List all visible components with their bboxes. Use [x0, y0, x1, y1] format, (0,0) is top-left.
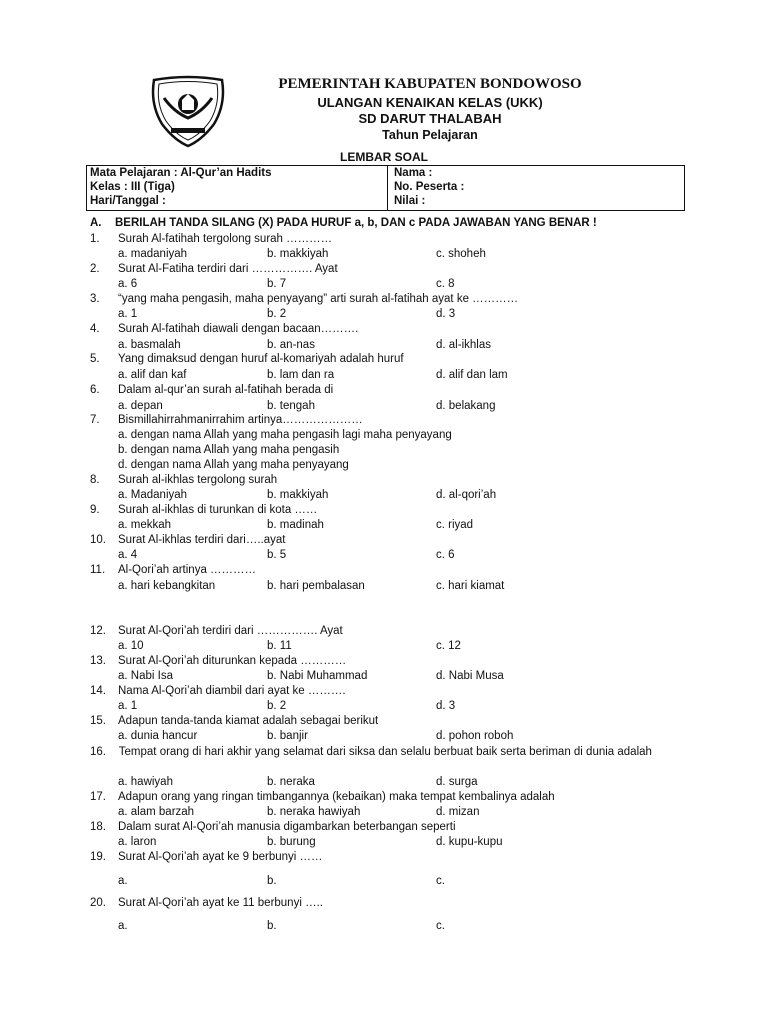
option-c[interactable]: c.	[436, 920, 445, 932]
option-b[interactable]: b. neraka hawiyah	[267, 806, 361, 818]
options-3	[118, 308, 678, 322]
option-a[interactable]: a. depan	[118, 400, 163, 412]
option-a[interactable]: a. laron	[118, 836, 157, 848]
option-a[interactable]: a. hawiyah	[118, 776, 173, 788]
options-16	[118, 776, 678, 790]
option-b[interactable]: b. 7	[267, 278, 287, 290]
header-school-name: SD DARUT THALABAH	[358, 111, 502, 126]
question-19: 19. Surat Al-Qori’ah ayat ke 9 berbunyi ……	[90, 851, 323, 863]
header-exam-title: ULANGAN KENAIKAN KELAS (UKK)	[317, 95, 543, 110]
option-b[interactable]: b. burung	[267, 836, 316, 848]
options-6	[118, 400, 678, 414]
info-score: Nilai :	[394, 195, 426, 207]
question-12: 12. Surat Al-Qori’ah terdiri dari ……………. Ayat	[90, 625, 343, 637]
option-b[interactable]: b. makkiyah	[267, 489, 329, 501]
option-a[interactable]: a. basmalah	[118, 339, 181, 351]
option-a[interactable]: a.	[118, 875, 128, 887]
option-c[interactable]: d. alif dan lam	[436, 369, 508, 381]
question-1: 1. Surah Al-fatihah tergolong surah …………	[90, 233, 333, 245]
options-2	[118, 278, 678, 292]
options-5	[118, 369, 678, 383]
option-c[interactable]: c. riyad	[436, 519, 474, 531]
options-10	[118, 549, 678, 563]
options-11	[118, 580, 678, 594]
option-a[interactable]: a. alam barzah	[118, 806, 195, 818]
options-8	[118, 489, 678, 503]
options-17	[118, 806, 678, 820]
option-c[interactable]: d. mizan	[436, 806, 480, 818]
question-20: 20. Surat Al-Qori’ah ayat ke 11 berbunyi …..	[90, 897, 323, 909]
option-c[interactable]: d. al-qori’ah	[436, 489, 497, 501]
option-b[interactable]: b. makkiyah	[267, 248, 329, 260]
option-c[interactable]: c. hari kiamat	[436, 580, 505, 592]
question-17: 17. Adapun orang yang ringan timbangannya (kebaikan) maka tempat kembalinya adalah	[90, 791, 555, 803]
student-info-box	[86, 165, 685, 211]
options-12	[118, 640, 678, 654]
option-b[interactable]: b. neraka	[267, 776, 315, 788]
option-b[interactable]: b. 5	[267, 549, 287, 561]
regency-emblem-logo	[144, 74, 232, 148]
info-participant-number: No. Peserta :	[394, 181, 465, 193]
option-a[interactable]: a. 10	[118, 640, 144, 652]
question-11: 11. Al-Qori’ah artinya …………	[90, 564, 257, 576]
option-b[interactable]: b. hari pembalasan	[267, 580, 365, 592]
option-c[interactable]: d. kupu-kupu	[436, 836, 503, 848]
options-14	[118, 700, 678, 714]
question-7: 7. Bismillahirrahmanirrahim artinya…………………	[90, 414, 363, 426]
option-c[interactable]: d. pohon roboh	[436, 730, 514, 742]
info-name: Nama :	[394, 167, 433, 179]
option-a[interactable]: a. mekkah	[118, 519, 172, 531]
option-b[interactable]: b. lam dan ra	[267, 369, 335, 381]
option-c[interactable]: d. 3	[436, 308, 456, 320]
question-9: 9. Surah al-ikhlas di turunkan di kota ……	[90, 504, 318, 516]
instruction-text: BERILAH TANDA SILANG (X) PADA HURUF a, b, DAN c PADA JAWABAN YANG BENAR !	[115, 217, 597, 229]
option-d[interactable]: d. dengan nama Allah yang maha penyayang	[118, 459, 349, 471]
options-20	[118, 920, 678, 934]
question-10: 10. Surat Al-ikhlas terdiri dari…..ayat	[90, 534, 286, 546]
option-c[interactable]: c. shoheh	[436, 248, 486, 260]
option-c[interactable]: d. Nabi Musa	[436, 670, 504, 682]
question-15: 15. Adapun tanda-tanda kiamat adalah sebagai berikut	[90, 715, 379, 727]
section-instruction	[90, 217, 597, 229]
question-3: 3. “yang maha pengasih, maha penyayang” arti surah al-fatihah ayat ke …………	[90, 293, 519, 305]
option-c[interactable]: d. surga	[436, 776, 478, 788]
option-b[interactable]: b. 11	[267, 640, 292, 652]
option-a[interactable]: a. 4	[118, 549, 138, 561]
question-5: 5. Yang dimaksud dengan huruf al-komariyah adalah huruf	[90, 353, 404, 365]
question-14: 14. Nama Al-Qori’ah diambil dari ayat ke ……….	[90, 685, 346, 697]
question-16: 16. Tempat orang di hari akhir yang selamat dari siksa dan selalu berbuat baik serta beriman di dunia adalah	[90, 746, 652, 758]
options-18	[118, 836, 678, 850]
option-a[interactable]: a. Madaniyah	[118, 489, 188, 501]
option-b[interactable]: b. tengah	[267, 400, 315, 412]
option-a[interactable]: a. Nabi Isa	[118, 670, 173, 682]
option-a[interactable]: a. dengan nama Allah yang maha pengasih lagi maha penyayang	[118, 429, 452, 441]
page-title: LEMBAR SOAL	[340, 150, 428, 164]
header-government: PEMERINTAH KABUPATEN BONDOWOSO	[278, 76, 582, 92]
option-c[interactable]: d. al-ikhlas	[436, 339, 491, 351]
option-c[interactable]: c. 12	[436, 640, 461, 652]
option-c[interactable]: c. 8	[436, 278, 455, 290]
option-a[interactable]: a. madaniyah	[118, 248, 188, 260]
option-a[interactable]: a. dunia hancur	[118, 730, 198, 742]
question-13: 13. Surat Al-Qori’ah diturunkan kepada …………	[90, 655, 347, 667]
option-a[interactable]: a.	[118, 920, 128, 932]
options-4	[118, 339, 678, 353]
option-b[interactable]: b. dengan nama Allah yang maha pengasih	[118, 444, 340, 456]
option-b[interactable]: b. 2	[267, 308, 287, 320]
question-8: 8. Surah al-ikhlas tergolong surah	[90, 474, 278, 486]
option-a[interactable]: a. alif dan kaf	[118, 369, 187, 381]
question-4: 4. Surah Al-fatihah diawali dengan bacaan……….	[90, 323, 359, 335]
options-13	[118, 670, 678, 684]
option-b[interactable]: b. 2	[267, 700, 287, 712]
header-academic-year: Tahun Pelajaran	[382, 128, 478, 142]
option-b[interactable]: b.	[267, 875, 277, 887]
option-b[interactable]: b. madinah	[267, 519, 324, 531]
option-c[interactable]: d. 3	[436, 700, 456, 712]
option-c[interactable]: c. 6	[436, 549, 455, 561]
option-b[interactable]: b.	[267, 920, 277, 932]
option-a[interactable]: a. 1	[118, 308, 138, 320]
option-b[interactable]: b. banjir	[267, 730, 308, 742]
option-a[interactable]: a. hari kebangkitan	[118, 580, 216, 592]
question-18: 18. Dalam surat Al-Qori’ah manusia digambarkan beterbangan seperti	[90, 821, 456, 833]
question-6: 6. Dalam al-qur’an surah al-fatihah berada di	[90, 384, 334, 396]
info-date: Hari/Tanggal :	[90, 195, 166, 207]
option-c[interactable]: d. belakang	[436, 400, 496, 412]
info-class: Kelas : III (Tiga)	[90, 181, 175, 193]
options-15	[118, 730, 678, 744]
option-a[interactable]: a. 1	[118, 700, 138, 712]
info-subject: Mata Pelajaran : Al-Qur’an Hadits	[90, 167, 272, 179]
option-c[interactable]: c.	[436, 875, 445, 887]
info-divider	[387, 166, 388, 210]
options-9	[118, 519, 678, 533]
option-a[interactable]: a. 6	[118, 278, 138, 290]
section-label: A.	[90, 217, 102, 229]
options-19	[118, 875, 678, 889]
option-b[interactable]: b. an-nas	[267, 339, 315, 351]
option-b[interactable]: b. Nabi Muhammad	[267, 670, 368, 682]
question-2: 2. Surat Al-Fatiha terdiri dari ……………. Ayat	[90, 263, 338, 275]
options-1	[118, 248, 678, 262]
